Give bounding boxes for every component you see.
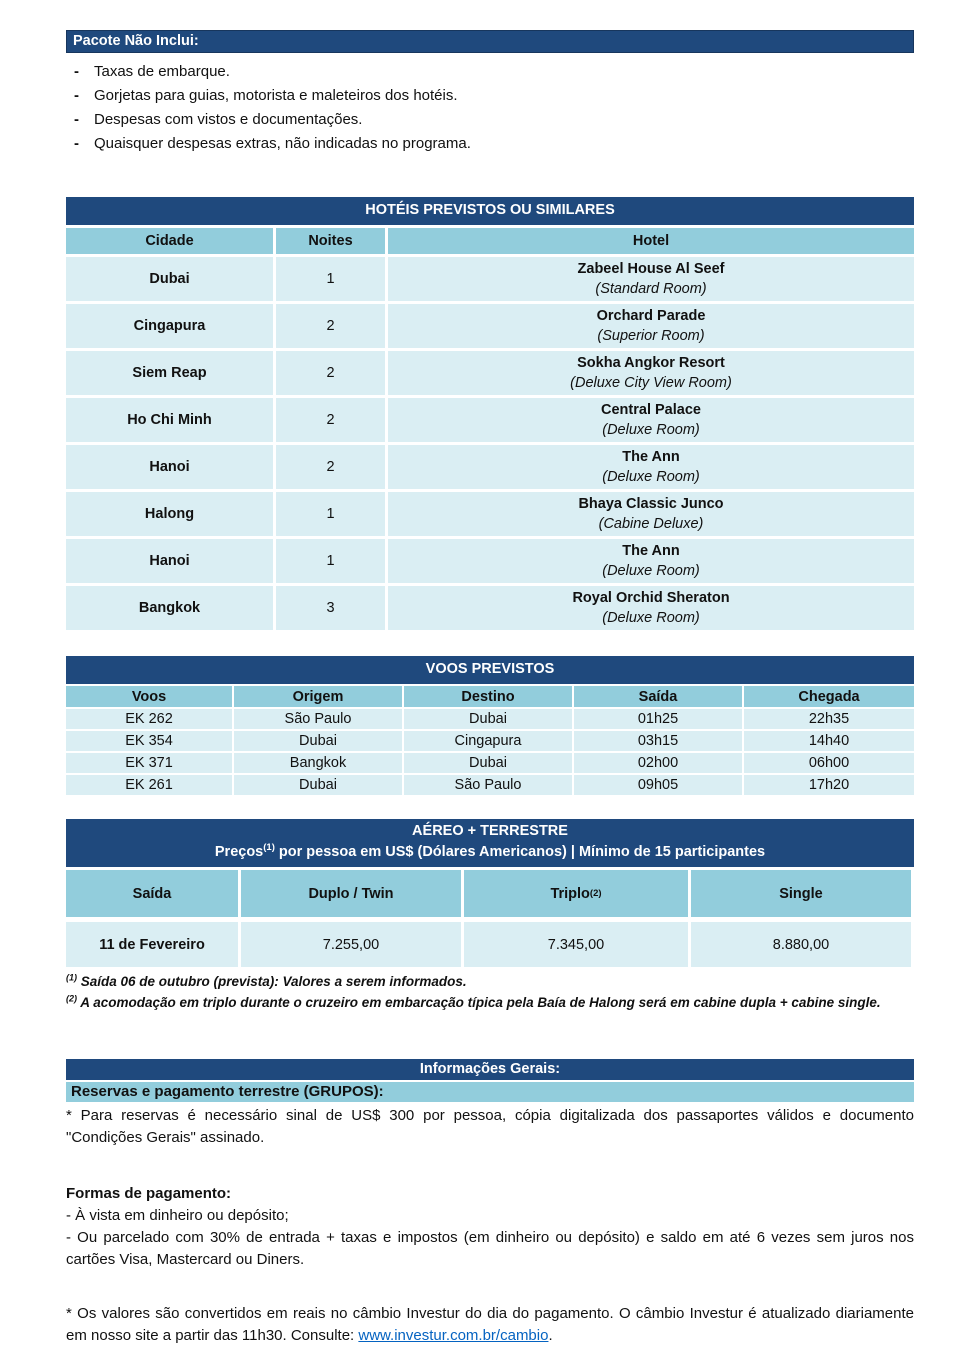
- list-item-text: Despesas com vistos e documentações.: [94, 111, 363, 128]
- exchange-note-period: .: [548, 1327, 553, 1344]
- footnote-2: $^{(2)}$ A acomodação em triplo durante o cruzeiro em embarcação típica pela Baía de Halong será em cabine dupla + cabine single.: [66, 993, 881, 1010]
- subsection-header-reservas: Reservas e pagamento terrestre (GRUPOS):: [66, 1082, 914, 1102]
- table-cell-city: Ho Chi Minh: [66, 398, 273, 442]
- column-header-saida: Saída: [66, 870, 238, 917]
- payment-title: Formas de pagamento:: [66, 1185, 232, 1202]
- flights-table-title: VOOS PREVISTOS: [66, 656, 914, 684]
- flight-depart: 09h05: [574, 775, 742, 795]
- bullet-dash: -: [74, 87, 79, 104]
- table-cell-nights: 1: [276, 539, 385, 583]
- price-single: 8.880,00: [691, 922, 911, 967]
- table-cell-hotel: [388, 492, 914, 536]
- column-header-duplo: Duplo / Twin: [241, 870, 461, 917]
- column-header-hotel: Hotel: [388, 228, 914, 254]
- price-table: [66, 819, 914, 967]
- payment-line-installments: - Ou parcelado com 30% de entrada + taxas e impostos (em dinheiro ou depósito) e saldo em até 6 vezes sem juros nos cartões Visa, Mastercard ou Diners.: [66, 1229, 914, 1268]
- price-triplo: 7.345,00: [464, 922, 688, 967]
- list-item-text: Gorjetas para guias, motorista e maleteiros dos hotéis.: [94, 87, 458, 104]
- price-duplo: 7.255,00: [241, 922, 461, 967]
- flight-number: EK 354: [66, 731, 232, 751]
- bullet-dash: -: [74, 111, 79, 128]
- hotel-name: Orchard Parade: [596, 308, 706, 324]
- price-title-line2: Preços$^{(1)}$ por pessoa em US$ (Dólares Americanos) | Mínimo de 15 participantes: [214, 842, 766, 860]
- hotel-room-type: (Deluxe Room): [602, 563, 700, 579]
- footnote-1: $^{(1)}$ Saída 06 de outubro (prevista): Valores a serem informados.: [66, 972, 467, 989]
- flight-origin: Bangkok: [234, 753, 402, 773]
- hotel-room-type: (Deluxe Room): [602, 422, 700, 438]
- table-cell-hotel: [388, 539, 914, 583]
- hotel-room-type: (Standard Room): [595, 281, 707, 297]
- table-cell-hotel: [388, 257, 914, 301]
- hotel-name: Bhaya Classic Junco: [578, 496, 724, 512]
- flight-dest: Dubai: [404, 709, 572, 729]
- hotels-table: [66, 197, 914, 630]
- column-header-voos: Voos: [66, 686, 232, 707]
- flight-number: EK 262: [66, 709, 232, 729]
- table-cell-hotel: [388, 445, 914, 489]
- flights-table-grid: [66, 686, 914, 795]
- hotel-room-type: (Cabine Deluxe): [598, 516, 704, 532]
- hotel-room-type: (Deluxe Room): [602, 610, 700, 626]
- column-header-saida: Saída: [574, 686, 742, 707]
- list-item: [66, 132, 914, 156]
- payment-block: [66, 1183, 914, 1271]
- hotel-name: The Ann: [622, 543, 680, 559]
- table-cell-nights: 2: [276, 445, 385, 489]
- list-item-text: Taxas de embarque.: [94, 63, 230, 80]
- bullet-dash: -: [74, 135, 79, 152]
- column-header-chegada: Chegada: [744, 686, 914, 707]
- list-item: [66, 60, 914, 84]
- table-cell-hotel: [388, 398, 914, 442]
- table-cell-city: Siem Reap: [66, 351, 273, 395]
- table-cell-nights: 3: [276, 586, 385, 630]
- column-header-origem: Origem: [234, 686, 402, 707]
- cambio-link[interactable]: www.investur.com.br/cambio: [358, 1327, 549, 1344]
- section-header-informacoes-gerais: Informações Gerais:: [66, 1059, 914, 1080]
- list-item-text: Quaisquer despesas extras, não indicadas no programa.: [94, 135, 471, 152]
- flight-depart: 01h25: [574, 709, 742, 729]
- flight-arrive: 17h20: [744, 775, 914, 795]
- table-cell-nights: 2: [276, 351, 385, 395]
- hotel-room-type: (Deluxe City View Room): [570, 375, 732, 391]
- hotels-table-grid: [66, 228, 914, 630]
- table-cell-nights: 1: [276, 257, 385, 301]
- column-header-cidade: Cidade: [66, 228, 273, 254]
- payment-line-cash: - À vista em dinheiro ou depósito;: [66, 1207, 289, 1224]
- flight-dest: Cingapura: [404, 731, 572, 751]
- hotel-name: Central Palace: [601, 402, 701, 418]
- price-table-title: [66, 819, 914, 867]
- table-cell-nights: 2: [276, 398, 385, 442]
- section-header-pacote-nao-inclui: Pacote Não Inclui:: [66, 30, 914, 53]
- flight-depart: 03h15: [574, 731, 742, 751]
- general-info-section: [66, 1059, 914, 1347]
- table-cell-city: Bangkok: [66, 586, 273, 630]
- column-header-noites: Noites: [276, 228, 385, 254]
- flights-table: [66, 656, 914, 795]
- bullet-dash: -: [74, 63, 79, 80]
- exchange-note-text: * Os valores são convertidos em reais no câmbio Investur do dia do pagamento. O câmbio Investur é atualizado diariamente em nosso site a partir das 11h30. Consulte:: [66, 1305, 914, 1344]
- flight-number: EK 371: [66, 753, 232, 773]
- table-cell-nights: 1: [276, 492, 385, 536]
- flight-arrive: 14h40: [744, 731, 914, 751]
- table-cell-hotel: [388, 586, 914, 630]
- hotels-table-title: HOTÉIS PREVISTOS OU SIMILARES: [66, 197, 914, 225]
- table-cell-hotel: [388, 304, 914, 348]
- table-cell-city: Halong: [66, 492, 273, 536]
- price-table-grid: [66, 870, 914, 967]
- flight-origin: Dubai: [234, 731, 402, 751]
- column-header-triplo: Triplo (2): [464, 870, 688, 917]
- table-cell-city: Hanoi: [66, 539, 273, 583]
- flight-depart: 02h00: [574, 753, 742, 773]
- flight-arrive: 06h00: [744, 753, 914, 773]
- footnote-ref-1: (1): [263, 842, 275, 854]
- table-cell-city: Dubai: [66, 257, 273, 301]
- hotel-name: Zabeel House Al Seef: [577, 261, 725, 277]
- not-included-list: [66, 60, 914, 156]
- flight-number: EK 261: [66, 775, 232, 795]
- flight-arrive: 22h35: [744, 709, 914, 729]
- column-header-destino: Destino: [404, 686, 572, 707]
- hotel-room-type: (Superior Room): [597, 328, 705, 344]
- flight-origin: São Paulo: [234, 709, 402, 729]
- exchange-note: [66, 1303, 914, 1347]
- flight-origin: Dubai: [234, 775, 402, 795]
- flight-dest: São Paulo: [404, 775, 572, 795]
- list-item: [66, 84, 914, 108]
- footnotes: [66, 971, 914, 1013]
- hotel-room-type: (Deluxe Room): [602, 469, 700, 485]
- reservation-note: * Para reservas é necessário sinal de US$ 300 por pessoa, cópia digitalizada dos passaportes válidos e documento "Condições Gerais" assinado.: [66, 1107, 914, 1146]
- column-header-single: Single: [691, 870, 911, 917]
- price-title-line1: AÉREO + TERRESTRE: [412, 823, 568, 839]
- table-cell-nights: 2: [276, 304, 385, 348]
- price-departure-date: 11 de Fevereiro: [66, 922, 238, 967]
- hotel-name: The Ann: [622, 449, 680, 465]
- table-cell-hotel: [388, 351, 914, 395]
- hotel-name: Royal Orchid Sheraton: [572, 590, 730, 606]
- flight-dest: Dubai: [404, 753, 572, 773]
- table-cell-city: Hanoi: [66, 445, 273, 489]
- hotel-name: Sokha Angkor Resort: [577, 355, 725, 371]
- table-cell-city: Cingapura: [66, 304, 273, 348]
- list-item: [66, 108, 914, 132]
